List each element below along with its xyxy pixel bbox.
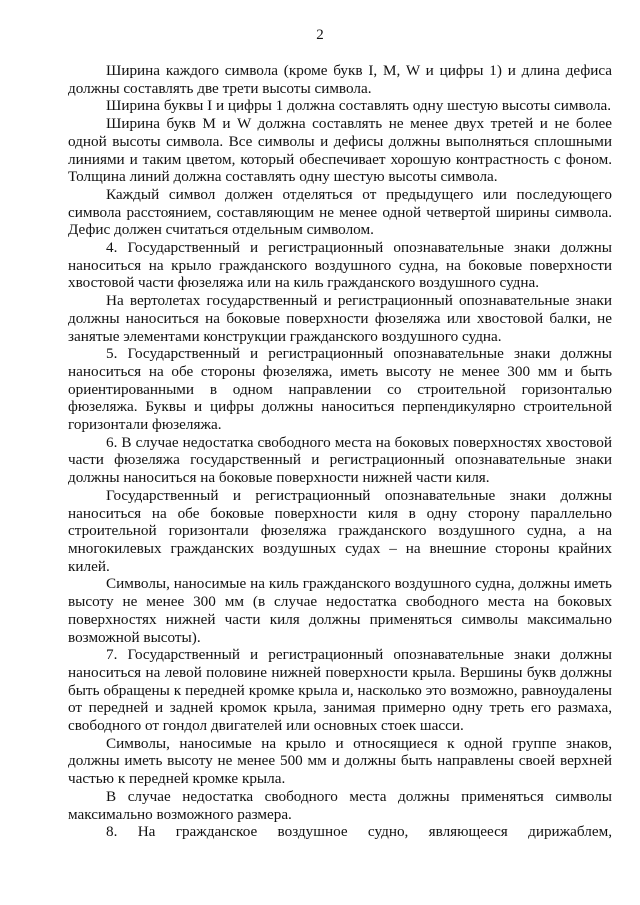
- paragraph-item-6: 6. В случае недостатка свободного места на боковых поверхностях хвостовой части фюзеляжа государственный и регистрационный опознавательные знаки должны наноситься на боковые поверхности нижней части киля.: [68, 433, 612, 487]
- paragraph-helicopters: На вертолетах государственный и регистрационный опознавательные знаки должны наноситься на боковые поверхности фюзеляжа или хвостовой балки, не занятые элементами конструкции гражданского воздушного судна.: [68, 292, 612, 345]
- paragraph-fin-placement: Государственный и регистрационный опознавательные знаки должны наноситься на обе боковые поверхности киля в одну сторону параллельно строительной горизонтали фюзеляжа гражданского воздушного судна, а на многокилевых гражданских воздушных судах – на внешние стороны крайних килей.: [68, 486, 612, 575]
- paragraph-fin-symbol-height: Символы, наносимые на киль гражданского воздушного судна, должны иметь высоту не менее 300 мм (в случае недостатка свободного места на боковых поверхностях нижней части киля должны применяться символы максимально возможной высоты).: [68, 575, 612, 646]
- paragraph-item-8: 8. На гражданское воздушное судно, являющееся дирижаблем,: [106, 823, 612, 841]
- paragraph-item-5: 5. Государственный и регистрационный опознавательные знаки должны наноситься на обе стороны фюзеляжа, иметь высоту не менее 300 мм и быть ориентированными в одном направлении со строительной горизонталью фюзеляжа. Буквы и цифры должны наноситься перпендикулярно строительной горизонтали фюзеляжа.: [68, 345, 612, 434]
- paragraph-letter-i-width: Ширина буквы I и цифры 1 должна составлять одну шестую высоты символа.: [106, 97, 612, 115]
- document-body: [68, 62, 612, 841]
- paragraph-item-7: 7. Государственный и регистрационный опознавательные знаки должны наноситься на левой половине нижней поверхности крыла. Вершины букв должны быть обращены к передней кромке крыла и, насколько это возможно, равноудалены от передней и задней кромок крыла, занимая примерно одну треть его размаха, свободного от гондол двигателей или основных стоек шасси.: [68, 646, 612, 735]
- page-number: 2: [316, 27, 324, 43]
- paragraph-symbol-width: Ширина каждого символа (кроме букв I, M, W и цифры 1) и длина дефиса должны составлять две трети высоты символа.: [68, 62, 612, 97]
- paragraph-symbol-spacing: Каждый символ должен отделяться от предыдущего или последующего символа расстоянием, составляющим не менее одной четвертой ширины символа. Дефис должен считаться отдельным символом.: [68, 185, 612, 239]
- paragraph-wing-symbol-height: Символы, наносимые на крыло и относящиеся к одной группе знаков, должны иметь высоту не менее 500 мм и должны быть направлены своей верхней частью к передней кромке крыла.: [68, 734, 612, 788]
- paragraph-max-size: В случае недостатка свободного места должны применяться символы максимально возможного размера.: [68, 787, 612, 823]
- paragraph-letters-m-w-width: Ширина букв M и W должна составлять не менее двух третей и не более одной высоты символа. Все символы и дефисы должны выполняться сплошными линиями и таким цветом, который обеспечивает хорошую контрастность с фоном. Толщина линий должна составлять одну шестую высоты символа.: [68, 115, 612, 186]
- paragraph-item-4: 4. Государственный и регистрационный опознавательные знаки должны наноситься на крыло гражданского воздушного судна, на боковые поверхности хвостовой части фюзеляжа или на киль гражданского воздушного судна.: [68, 239, 612, 292]
